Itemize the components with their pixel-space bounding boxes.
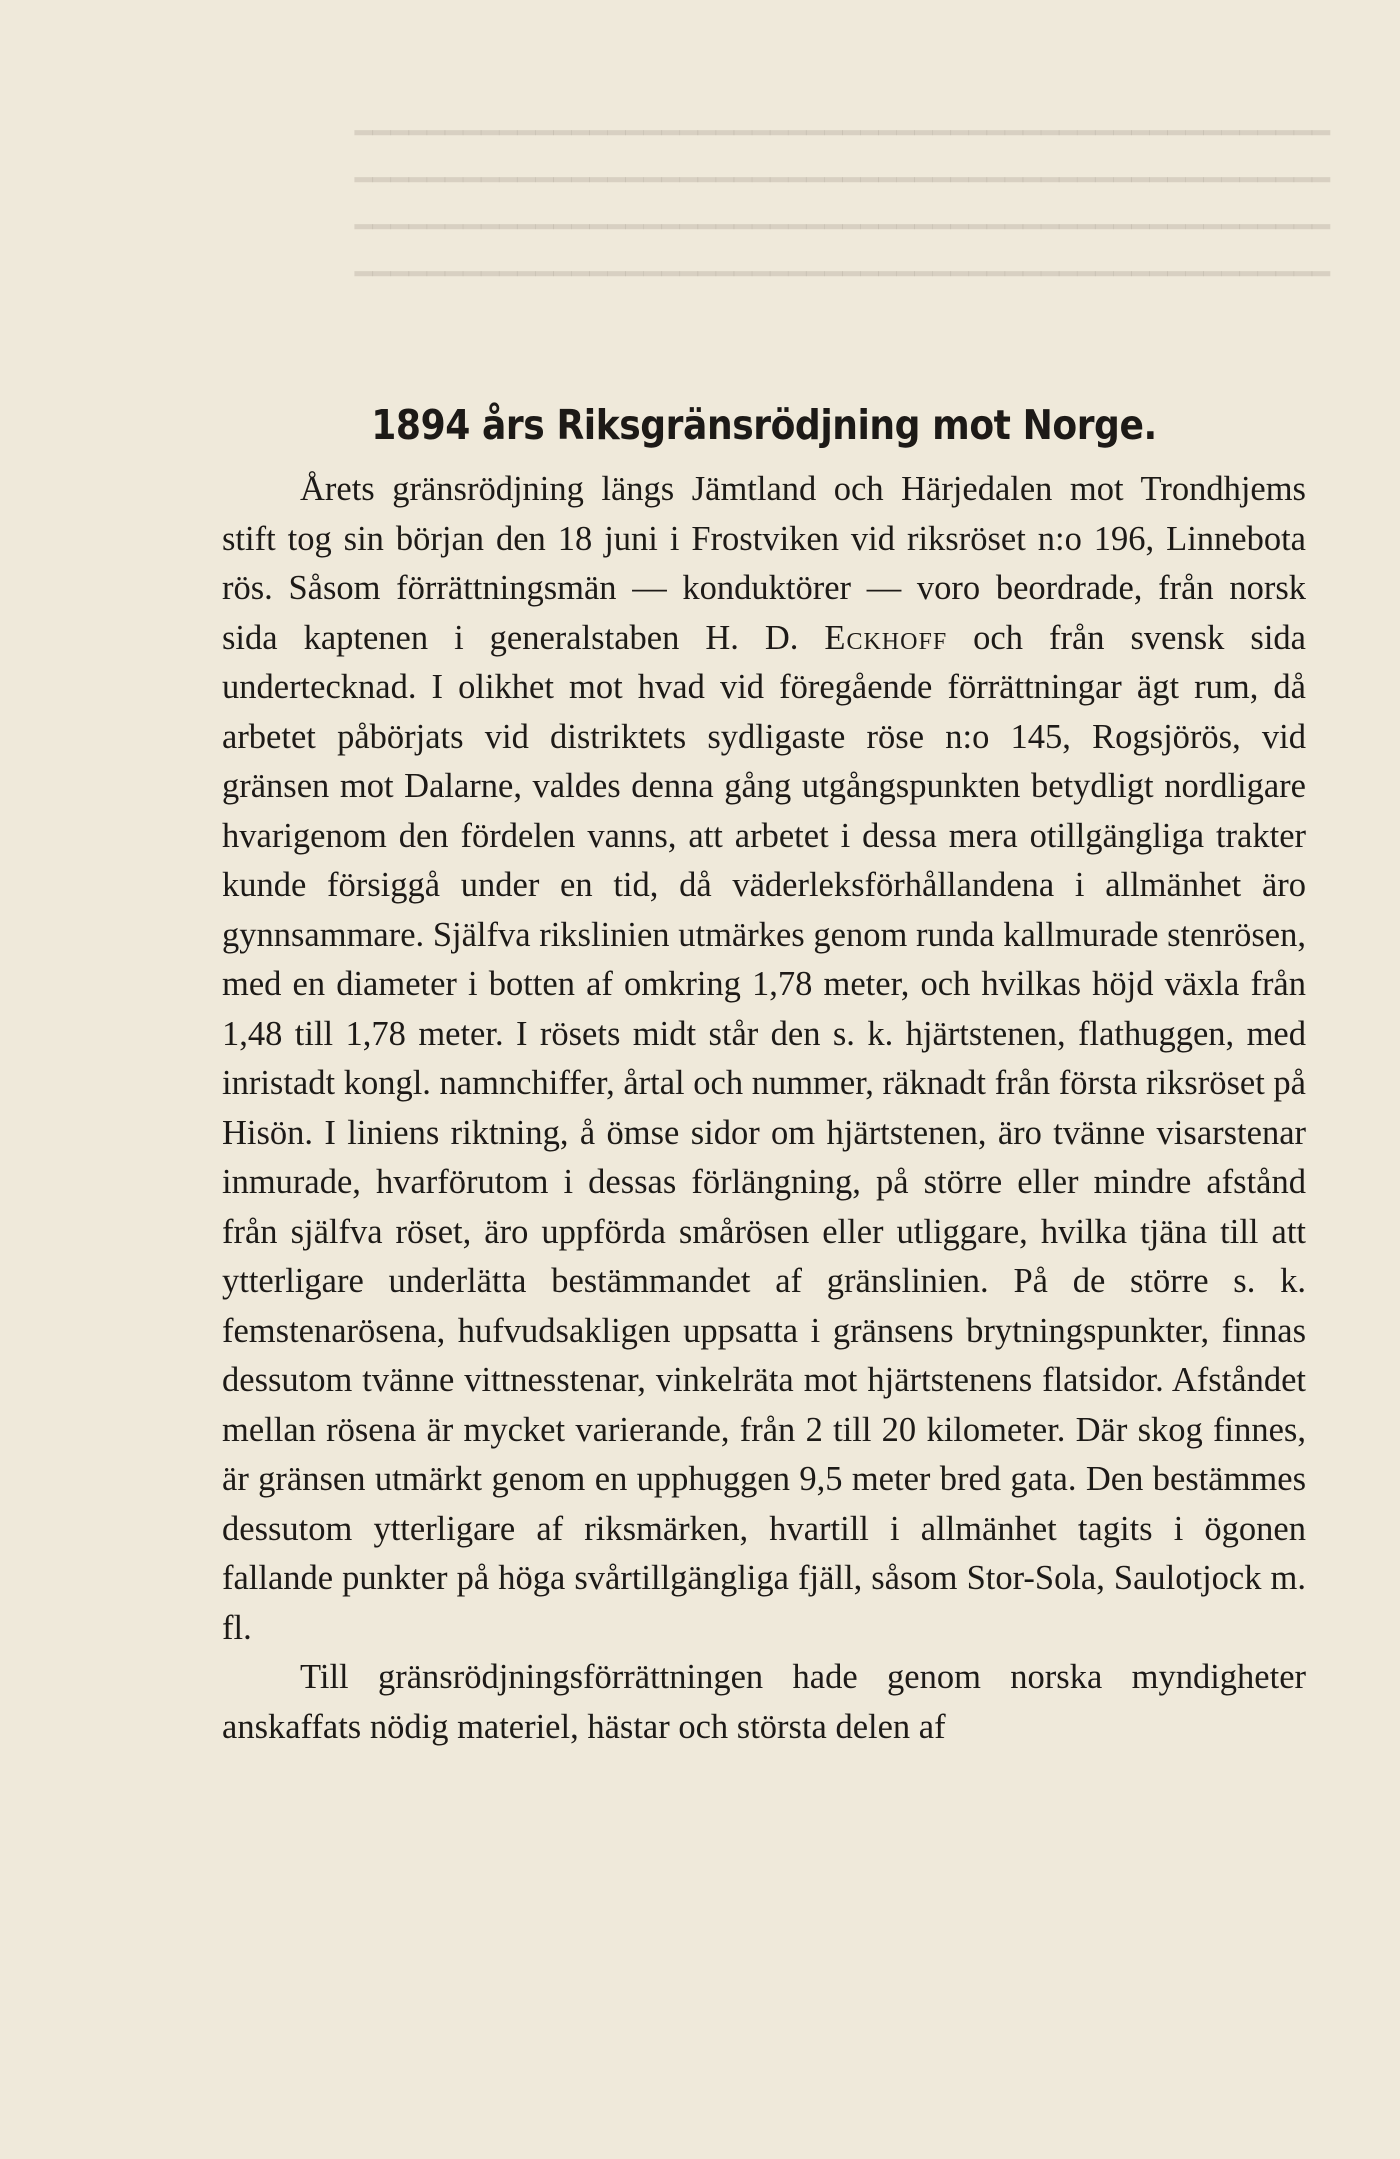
show-through-text: ━━━━━━━━━━━━━━━━━━━━━━━━━━━━━━━━━━━━━━━━━━━━━━━━━━━━━━ ━━━━━━━━━━━━━━━━━━━━━━━━━━━━━━━━━━━━━━━━━━━━━━━━━━━━━━ ━━━━━━━━━━━━━━━━━━━━━━━━━━━━━━━━━━━━━━━━━━━━━━━━━━━━━━ ━━━━━━━━━━━━━━━━━━━━━━━━━━━━━━━━━━━━━━━━━━━━━━━━━━━━━━ [354,117,1330,291]
person-name-eckhoff: Eckhoff [824,618,948,657]
paragraph-1-start: Årets gränsrödjning längs Jämtland och Härjedalen mot Trondhjems stift tog sin början den 18 juni i Frostviken vid riksröset n:o 196, Linnebota rös. Såsom förrättningsmän — konduktörer — voro beordrade, från norsk sida kaptenen i generalstaben H. D. [222,470,1306,657]
paragraph-2: Till gränsrödjningsförrättningen hade genom norska myndigheter anskaffats nödig materiel, hästar och största delen af [222,1658,1306,1746]
paragraph-1-rest: och från svensk sida undertecknad. I olikhet mot hvad vid föregående förrättningar ägt rum, då arbetet påbörjats vid distriktets sydligaste röse n:o 145, Rogsjörös, vid gränsen mot Dalarne, valdes denna gång utgångspunkten betydligt nordligare hvarigenom den fördelen vanns, att arbetet i dessa mera otillgängliga trakter kunde försiggå under en tid, då väderleksförhållandena i allmänhet äro gynnsammare. Själfva rikslinien utmärkes genom runda kallmurade stenrösen, med en diameter i botten af omkring 1,78 meter, och hvilkas höjd växla från 1,48 till 1,78 meter. I rösets midt står den s. k. hjärtstenen, flathuggen, med inristadt kongl. namnchiffer, årtal och nummer, räknadt från första riksröset på Hisön. I liniens riktning, å ömse sidor om hjärtstenen, äro tvänne visarstenar inmurade, hvarförutom i dessas förlängning, på större eller mindre afstånd från själfva röset, äro uppförda smårösen eller utliggare, hvilka tjäna till att ytterligare underlätta bestämmandet af gränslinien. På de större s. k. femstenarösena, hufvudsakligen uppsatta i gränsens brytningspunkter, finnas dessutom tvänne vittnesstenar, vinkelräta mot hjärtstenens flatsidor. Afståndet mellan rösena är mycket varierande, från 2 till 20 kilometer. Där skog finnes, är gränsen utmärkt genom en upphuggen 9,5 meter bred gata. Den bestämmes dessutom ytterligare af riksmärken, hvartill i allmänhet tagits i ögonen fallande punkter på höga svårtillgängliga fjäll, såsom Stor-Sola, Saulotjock m. fl. [222,618,1306,1647]
page-title: 1894 års Riksgränsrödjning mot Norge. [371,401,1157,449]
article [222,395,1306,1752]
paragraph-1 [222,465,1306,1653]
